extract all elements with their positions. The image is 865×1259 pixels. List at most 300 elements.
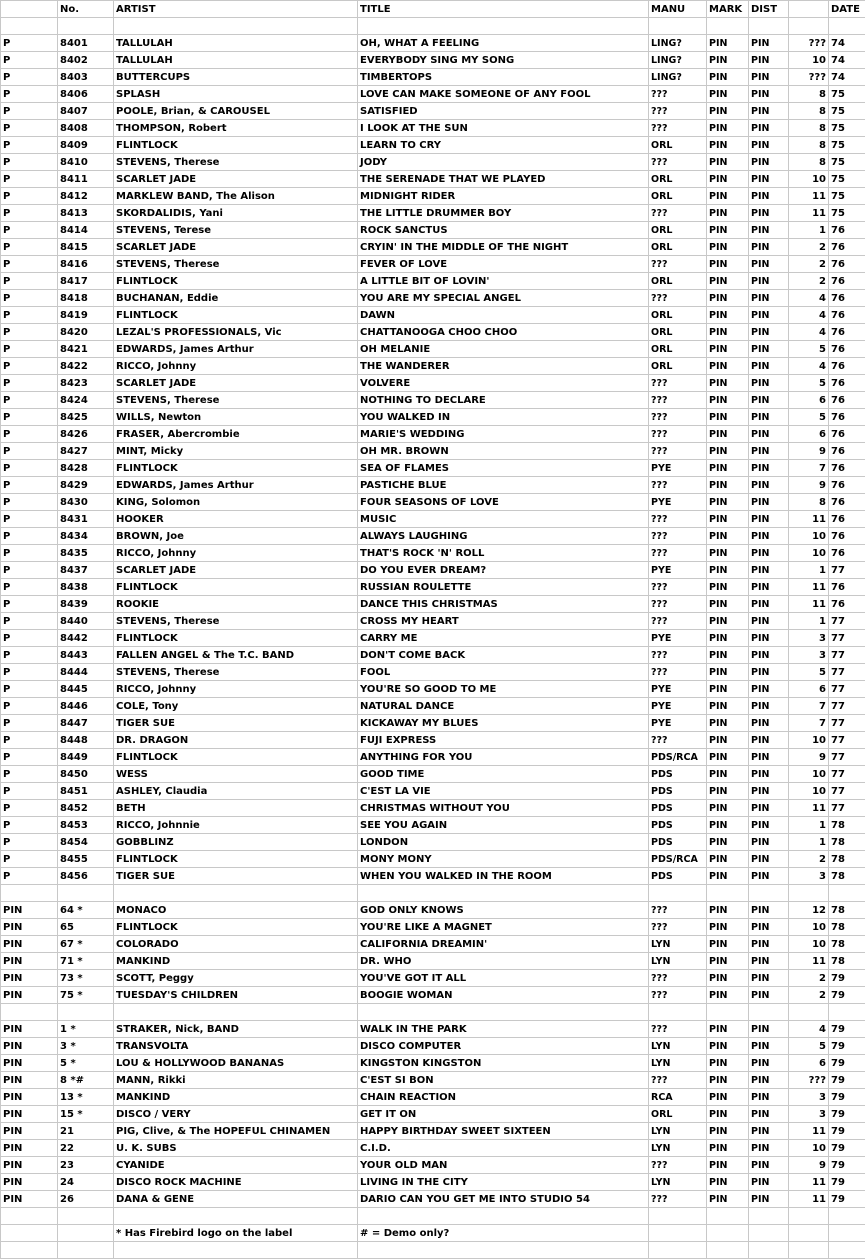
cell-year: 76 — [829, 392, 865, 409]
header-mark: MARK — [707, 1, 749, 18]
cell-title: CARRY ME — [358, 630, 649, 647]
cell-number: 8439 — [58, 596, 114, 613]
cell-prefix: P — [1, 698, 58, 715]
cell-title: FOOL — [358, 664, 649, 681]
cell-artist — [114, 1242, 358, 1259]
cell-year: 75 — [829, 171, 865, 188]
cell-number: 8 *# — [58, 1072, 114, 1089]
cell-title: JODY — [358, 154, 649, 171]
table-row — [1, 409, 865, 426]
cell-year: 79 — [829, 1140, 865, 1157]
cell-number: 8416 — [58, 256, 114, 273]
cell-artist: BUTTERCUPS — [114, 69, 358, 86]
cell-prefix: PIN — [1, 1055, 58, 1072]
cell-mark: PIN — [707, 1140, 749, 1157]
cell-artist: DR. DRAGON — [114, 732, 358, 749]
blank-row — [1, 1004, 865, 1021]
cell-month: 10 — [789, 171, 829, 188]
cell-mark — [707, 1242, 749, 1259]
cell-mark: PIN — [707, 443, 749, 460]
cell-year: 74 — [829, 35, 865, 52]
cell-year: 79 — [829, 1191, 865, 1208]
cell-manu: ORL — [649, 188, 707, 205]
cell-artist: WESS — [114, 766, 358, 783]
table-row — [1, 851, 865, 868]
cell-title: MUSIC — [358, 511, 649, 528]
cell-manu: ??? — [649, 545, 707, 562]
header-date: DATE — [829, 1, 865, 18]
cell-year: 75 — [829, 188, 865, 205]
cell-month: 8 — [789, 86, 829, 103]
cell-month: 3 — [789, 630, 829, 647]
cell-dist: PIN — [749, 239, 789, 256]
cell-manu: ??? — [649, 392, 707, 409]
cell-year: 75 — [829, 137, 865, 154]
table-body — [1, 18, 865, 1259]
cell-mark: PIN — [707, 358, 749, 375]
cell-mark: PIN — [707, 783, 749, 800]
cell-year: 79 — [829, 1021, 865, 1038]
table-row — [1, 307, 865, 324]
table-row — [1, 460, 865, 477]
cell-artist — [114, 885, 358, 902]
cell-title: LEARN TO CRY — [358, 137, 649, 154]
cell-manu: ??? — [649, 664, 707, 681]
cell-manu: PDS/RCA — [649, 851, 707, 868]
cell-prefix — [1, 1225, 58, 1242]
cell-number: 64 * — [58, 902, 114, 919]
cell-month: 4 — [789, 307, 829, 324]
cell-prefix: P — [1, 511, 58, 528]
cell-artist: DISCO ROCK MACHINE — [114, 1174, 358, 1191]
cell-month: 10 — [789, 52, 829, 69]
cell-month: 1 — [789, 817, 829, 834]
cell-mark: PIN — [707, 1072, 749, 1089]
cell-year: 78 — [829, 868, 865, 885]
cell-manu: PYE — [649, 681, 707, 698]
table-row — [1, 987, 865, 1004]
cell-number: 65 — [58, 919, 114, 936]
cell-prefix: P — [1, 35, 58, 52]
cell-month: 2 — [789, 851, 829, 868]
cell-number: 8410 — [58, 154, 114, 171]
cell-month: ??? — [789, 1072, 829, 1089]
cell-artist: EDWARDS, James Arthur — [114, 477, 358, 494]
cell-month: 4 — [789, 324, 829, 341]
cell-title: YOU'RE LIKE A MAGNET — [358, 919, 649, 936]
cell-dist — [749, 1225, 789, 1242]
cell-title: YOU'VE GOT IT ALL — [358, 970, 649, 987]
cell-artist: FLINTLOCK — [114, 137, 358, 154]
cell-title: CALIFORNIA DREAMIN' — [358, 936, 649, 953]
cell-manu: ??? — [649, 919, 707, 936]
cell-month: 1 — [789, 834, 829, 851]
cell-artist: STEVENS, Therese — [114, 613, 358, 630]
cell-title: YOU WALKED IN — [358, 409, 649, 426]
cell-title: NATURAL DANCE — [358, 698, 649, 715]
cell-artist: THOMPSON, Robert — [114, 120, 358, 137]
cell-title: DARIO CAN YOU GET ME INTO STUDIO 54 — [358, 1191, 649, 1208]
cell-manu: LING? — [649, 35, 707, 52]
cell-year: 77 — [829, 681, 865, 698]
table-row — [1, 86, 865, 103]
cell-manu: ??? — [649, 732, 707, 749]
cell-year: 76 — [829, 426, 865, 443]
cell-mark: PIN — [707, 528, 749, 545]
cell-mark: PIN — [707, 460, 749, 477]
cell-title: # = Demo only? — [358, 1225, 649, 1242]
cell-manu: ??? — [649, 103, 707, 120]
cell-mark: PIN — [707, 596, 749, 613]
cell-dist: PIN — [749, 545, 789, 562]
table-row — [1, 1089, 865, 1106]
cell-number: 8427 — [58, 443, 114, 460]
cell-year — [829, 1242, 865, 1259]
cell-number: 8446 — [58, 698, 114, 715]
cell-title: NOTHING TO DECLARE — [358, 392, 649, 409]
cell-month: 3 — [789, 1106, 829, 1123]
cell-artist: BUCHANAN, Eddie — [114, 290, 358, 307]
table-row — [1, 1174, 865, 1191]
cell-dist: PIN — [749, 409, 789, 426]
cell-year: 79 — [829, 970, 865, 987]
cell-year: 78 — [829, 851, 865, 868]
table-row — [1, 205, 865, 222]
cell-artist: HOOKER — [114, 511, 358, 528]
cell-prefix: P — [1, 851, 58, 868]
cell-prefix: P — [1, 188, 58, 205]
cell-prefix: P — [1, 715, 58, 732]
cell-mark: PIN — [707, 256, 749, 273]
table-row — [1, 222, 865, 239]
cell-year: 77 — [829, 766, 865, 783]
table-row — [1, 579, 865, 596]
cell-title: SEE YOU AGAIN — [358, 817, 649, 834]
cell-number: 8440 — [58, 613, 114, 630]
cell-manu: ??? — [649, 596, 707, 613]
cell-manu: ORL — [649, 1106, 707, 1123]
cell-number: 8442 — [58, 630, 114, 647]
cell-mark: PIN — [707, 1157, 749, 1174]
table-row — [1, 1038, 865, 1055]
cell-year: 79 — [829, 1089, 865, 1106]
cell-dist: PIN — [749, 120, 789, 137]
table-row — [1, 392, 865, 409]
cell-month: 5 — [789, 664, 829, 681]
cell-number: 8450 — [58, 766, 114, 783]
cell-artist: TRANSVOLTA — [114, 1038, 358, 1055]
cell-number: 8424 — [58, 392, 114, 409]
cell-manu: PYE — [649, 698, 707, 715]
cell-mark: PIN — [707, 307, 749, 324]
cell-prefix: P — [1, 307, 58, 324]
cell-title — [358, 1208, 649, 1225]
cell-artist: DANA & GENE — [114, 1191, 358, 1208]
cell-dist: PIN — [749, 1140, 789, 1157]
cell-month: 6 — [789, 681, 829, 698]
cell-title: C'EST SI BON — [358, 1072, 649, 1089]
cell-prefix: P — [1, 426, 58, 443]
cell-dist: PIN — [749, 426, 789, 443]
cell-title: SEA OF FLAMES — [358, 460, 649, 477]
cell-number — [58, 1208, 114, 1225]
cell-month: 6 — [789, 392, 829, 409]
cell-year: 77 — [829, 562, 865, 579]
cell-title: DON'T COME BACK — [358, 647, 649, 664]
cell-dist: PIN — [749, 222, 789, 239]
cell-year: 76 — [829, 375, 865, 392]
cell-title: CRYIN' IN THE MIDDLE OF THE NIGHT — [358, 239, 649, 256]
cell-mark: PIN — [707, 477, 749, 494]
cell-year: 78 — [829, 919, 865, 936]
cell-mark: PIN — [707, 970, 749, 987]
cell-manu: ??? — [649, 256, 707, 273]
cell-manu: LYN — [649, 1140, 707, 1157]
cell-month: 5 — [789, 409, 829, 426]
cell-artist: ASHLEY, Claudia — [114, 783, 358, 800]
cell-dist: PIN — [749, 953, 789, 970]
cell-number: 8407 — [58, 103, 114, 120]
cell-prefix: PIN — [1, 987, 58, 1004]
cell-title: I LOOK AT THE SUN — [358, 120, 649, 137]
cell-manu — [649, 1225, 707, 1242]
cell-prefix: P — [1, 681, 58, 698]
cell-mark: PIN — [707, 375, 749, 392]
cell-artist: COLE, Tony — [114, 698, 358, 715]
cell-mark — [707, 1004, 749, 1021]
cell-year: 77 — [829, 715, 865, 732]
cell-month: 3 — [789, 647, 829, 664]
cell-dist: PIN — [749, 817, 789, 834]
cell-title: C'EST LA VIE — [358, 783, 649, 800]
cell-month: ??? — [789, 35, 829, 52]
cell-month: 6 — [789, 1055, 829, 1072]
cell-artist: LOU & HOLLYWOOD BANANAS — [114, 1055, 358, 1072]
cell-artist: DISCO / VERY — [114, 1106, 358, 1123]
cell-title: BOOGIE WOMAN — [358, 987, 649, 1004]
cell-dist: PIN — [749, 834, 789, 851]
cell-number: 22 — [58, 1140, 114, 1157]
cell-title: DANCE THIS CHRISTMAS — [358, 596, 649, 613]
cell-mark: PIN — [707, 953, 749, 970]
cell-artist: FLINTLOCK — [114, 630, 358, 647]
cell-number — [58, 885, 114, 902]
cell-prefix — [1, 1242, 58, 1259]
cell-title: DISCO COMPUTER — [358, 1038, 649, 1055]
cell-title: MIDNIGHT RIDER — [358, 188, 649, 205]
cell-month: 6 — [789, 426, 829, 443]
cell-mark: PIN — [707, 987, 749, 1004]
cell-manu: ORL — [649, 324, 707, 341]
cell-title: FOUR SEASONS OF LOVE — [358, 494, 649, 511]
table-row — [1, 817, 865, 834]
cell-manu: ??? — [649, 579, 707, 596]
cell-artist: FLINTLOCK — [114, 579, 358, 596]
cell-manu: ??? — [649, 970, 707, 987]
cell-number: 8426 — [58, 426, 114, 443]
cell-year: 75 — [829, 86, 865, 103]
cell-artist: PIG, Clive, & The HOPEFUL CHINAMEN — [114, 1123, 358, 1140]
cell-year: 76 — [829, 222, 865, 239]
cell-artist: RICCO, Johnnie — [114, 817, 358, 834]
cell-dist: PIN — [749, 290, 789, 307]
cell-dist: PIN — [749, 766, 789, 783]
cell-manu: LYN — [649, 1123, 707, 1140]
cell-mark — [707, 1208, 749, 1225]
cell-number: 8453 — [58, 817, 114, 834]
cell-mark: PIN — [707, 868, 749, 885]
cell-month: 2 — [789, 256, 829, 273]
cell-month: 10 — [789, 528, 829, 545]
cell-mark: PIN — [707, 1021, 749, 1038]
cell-month: 8 — [789, 120, 829, 137]
table-row — [1, 477, 865, 494]
cell-month: 11 — [789, 188, 829, 205]
cell-mark: PIN — [707, 154, 749, 171]
cell-artist: KING, Solomon — [114, 494, 358, 511]
cell-year: 76 — [829, 341, 865, 358]
table-row — [1, 800, 865, 817]
cell-number: 8434 — [58, 528, 114, 545]
cell-month: 7 — [789, 715, 829, 732]
cell-mark: PIN — [707, 52, 749, 69]
header-month — [789, 1, 829, 18]
cell-title: KINGSTON KINGSTON — [358, 1055, 649, 1072]
table-row — [1, 1072, 865, 1089]
table-row — [1, 154, 865, 171]
cell-mark: PIN — [707, 426, 749, 443]
cell-number: 23 — [58, 1157, 114, 1174]
cell-month: 9 — [789, 749, 829, 766]
table-row — [1, 630, 865, 647]
cell-mark — [707, 18, 749, 35]
cell-prefix: PIN — [1, 936, 58, 953]
cell-mark: PIN — [707, 579, 749, 596]
table-row — [1, 494, 865, 511]
cell-mark: PIN — [707, 817, 749, 834]
cell-prefix: P — [1, 120, 58, 137]
table-row — [1, 1225, 865, 1242]
cell-manu: ??? — [649, 987, 707, 1004]
cell-number: 8451 — [58, 783, 114, 800]
table-row — [1, 69, 865, 86]
cell-year: 76 — [829, 290, 865, 307]
cell-manu: ??? — [649, 1157, 707, 1174]
cell-title: CHATTANOOGA CHOO CHOO — [358, 324, 649, 341]
cell-artist: RICCO, Johnny — [114, 545, 358, 562]
cell-month: 5 — [789, 375, 829, 392]
cell-number: 26 — [58, 1191, 114, 1208]
cell-number: 8431 — [58, 511, 114, 528]
cell-prefix: PIN — [1, 1174, 58, 1191]
table-row — [1, 1157, 865, 1174]
cell-mark: PIN — [707, 545, 749, 562]
cell-mark: PIN — [707, 1174, 749, 1191]
cell-dist: PIN — [749, 1123, 789, 1140]
table-row — [1, 766, 865, 783]
cell-year: 74 — [829, 69, 865, 86]
cell-manu: PDS/RCA — [649, 749, 707, 766]
cell-month: 8 — [789, 154, 829, 171]
cell-month: 10 — [789, 766, 829, 783]
cell-prefix: P — [1, 562, 58, 579]
cell-title: FUJI EXPRESS — [358, 732, 649, 749]
cell-artist: SCOTT, Peggy — [114, 970, 358, 987]
cell-number: 8406 — [58, 86, 114, 103]
cell-manu: ??? — [649, 477, 707, 494]
cell-dist: PIN — [749, 171, 789, 188]
cell-artist: BETH — [114, 800, 358, 817]
cell-manu: ORL — [649, 239, 707, 256]
cell-dist: PIN — [749, 86, 789, 103]
cell-title: LOVE CAN MAKE SOMEONE OF ANY FOOL — [358, 86, 649, 103]
cell-title: OH MR. BROWN — [358, 443, 649, 460]
cell-dist: PIN — [749, 1191, 789, 1208]
cell-manu: ??? — [649, 443, 707, 460]
cell-mark: PIN — [707, 273, 749, 290]
cell-title — [358, 1242, 649, 1259]
cell-manu — [649, 1004, 707, 1021]
cell-year: 74 — [829, 52, 865, 69]
cell-dist: PIN — [749, 256, 789, 273]
cell-number: 8429 — [58, 477, 114, 494]
cell-year: 77 — [829, 783, 865, 800]
cell-mark: PIN — [707, 86, 749, 103]
cell-manu: ??? — [649, 120, 707, 137]
table-row — [1, 596, 865, 613]
cell-manu — [649, 885, 707, 902]
cell-month: 11 — [789, 800, 829, 817]
cell-dist: PIN — [749, 1106, 789, 1123]
cell-prefix: P — [1, 171, 58, 188]
cell-year: 76 — [829, 273, 865, 290]
cell-dist: PIN — [749, 154, 789, 171]
table-row — [1, 324, 865, 341]
cell-artist: FLINTLOCK — [114, 749, 358, 766]
cell-number: 8425 — [58, 409, 114, 426]
cell-number: 8456 — [58, 868, 114, 885]
cell-year: 75 — [829, 205, 865, 222]
cell-title: ALWAYS LAUGHING — [358, 528, 649, 545]
cell-year: 76 — [829, 358, 865, 375]
cell-manu: ??? — [649, 205, 707, 222]
cell-month: 4 — [789, 358, 829, 375]
cell-title: THE SERENADE THAT WE PLAYED — [358, 171, 649, 188]
cell-dist: PIN — [749, 1174, 789, 1191]
table-row — [1, 341, 865, 358]
cell-prefix: P — [1, 375, 58, 392]
cell-artist: WILLS, Newton — [114, 409, 358, 426]
cell-year: 77 — [829, 732, 865, 749]
cell-manu: ??? — [649, 426, 707, 443]
cell-mark: PIN — [707, 715, 749, 732]
cell-month: 10 — [789, 545, 829, 562]
cell-manu: ??? — [649, 86, 707, 103]
cell-number: 8454 — [58, 834, 114, 851]
cell-title: ANYTHING FOR YOU — [358, 749, 649, 766]
cell-dist — [749, 1208, 789, 1225]
cell-mark: PIN — [707, 1038, 749, 1055]
cell-month: 10 — [789, 732, 829, 749]
cell-title — [358, 1004, 649, 1021]
cell-prefix — [1, 18, 58, 35]
cell-artist: MANKIND — [114, 953, 358, 970]
cell-month: 12 — [789, 902, 829, 919]
table-row — [1, 273, 865, 290]
cell-manu: ORL — [649, 222, 707, 239]
cell-prefix: P — [1, 579, 58, 596]
cell-number: 73 * — [58, 970, 114, 987]
